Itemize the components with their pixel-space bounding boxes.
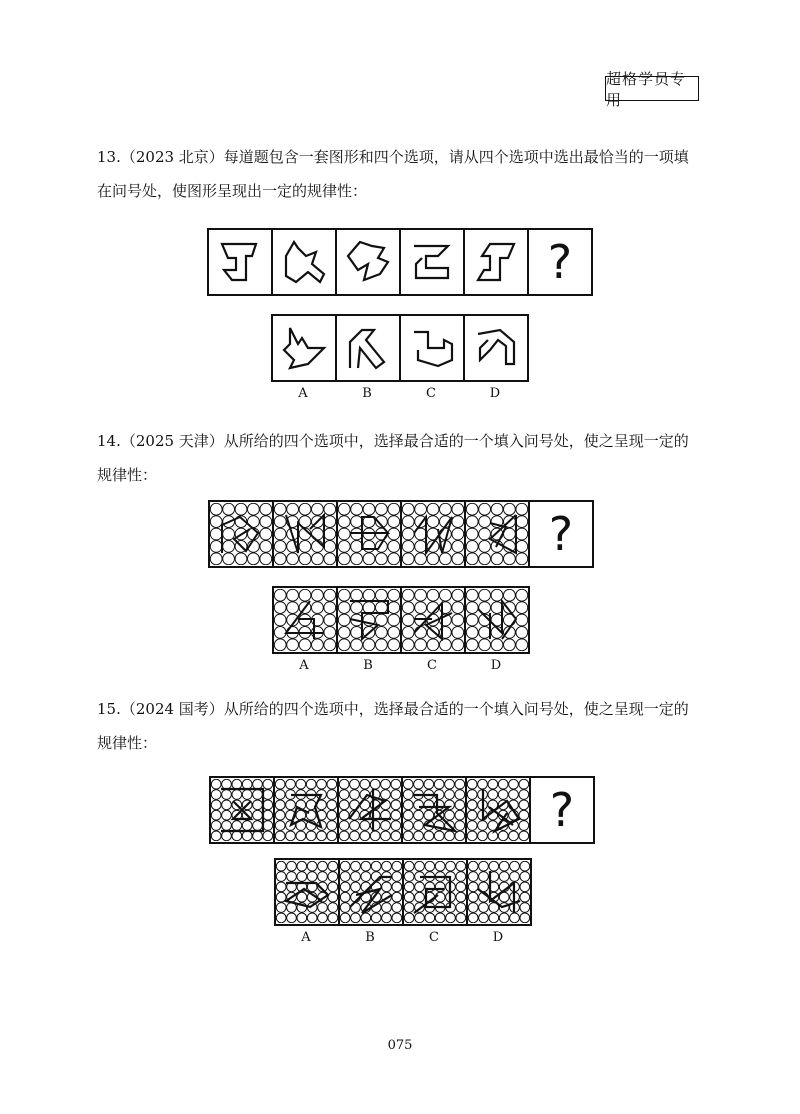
q13-question-mark: ? [527,228,593,296]
circle-grid-figure-icon [276,861,338,923]
circle-grid-figure-icon [338,503,400,565]
line-figure-icon [404,234,460,290]
option-label: B [365,930,375,945]
q13-option-b[interactable] [335,314,401,382]
option-label: D [489,386,501,401]
q13-option-labels [271,386,527,401]
q14-options-row [272,586,530,654]
q13-figure-2 [271,228,337,296]
line-figure-icon [276,234,332,290]
option-label: D [490,658,502,673]
q14-figure-1 [208,500,274,568]
line-figure-icon [340,320,396,376]
question-14-line1: 14.（2025 天津）从所给的四个选项中，选择最合适的一个填入问号处，使之呈现一定的 [97,432,689,450]
q14-figure-4 [400,500,466,568]
q13-figure-1 [207,228,273,296]
line-figure-icon [340,234,396,290]
q14-option-c[interactable] [400,586,466,654]
question-14-text [97,424,717,492]
q15-option-c[interactable] [402,858,468,926]
q15-figure-row [209,776,595,844]
q14-option-b[interactable] [336,586,402,654]
circle-grid-figure-icon [210,503,272,565]
option-label: C [427,658,437,673]
circle-grid-figure-icon [402,589,464,651]
q14-option-a[interactable] [272,586,338,654]
option-label: A [301,930,311,945]
q14-figure-row [208,500,594,568]
q15-figure-1 [209,776,275,844]
page-number: 075 [387,1038,413,1053]
line-figure-icon [468,320,524,376]
circle-grid-figure-icon [402,503,464,565]
circle-grid-figure-icon [404,861,466,923]
q15-option-b[interactable] [338,858,404,926]
option-label: D [492,930,504,945]
circle-grid-figure-icon [466,589,528,651]
circle-grid-figure-icon [274,589,336,651]
q13-option-c[interactable] [399,314,465,382]
option-label: C [429,930,439,945]
q15-figure-2 [273,776,339,844]
q15-option-a[interactable] [274,858,340,926]
circle-grid-figure-icon [468,861,530,923]
circle-grid-figure-icon [467,779,529,841]
line-figure-icon [468,234,524,290]
option-label: B [363,658,373,673]
line-figure-icon [404,320,460,376]
student-only-badge: 超格学员专用 [605,76,699,101]
q13-option-a[interactable] [271,314,337,382]
line-figure-icon [212,234,268,290]
q13-options-row [271,314,529,382]
question-13-line2: 在问号处，使图形呈现出一定的规律性： [97,182,368,200]
q15-option-d[interactable] [466,858,532,926]
question-14-line2: 规律性： [97,466,158,484]
line-figure-icon [276,320,332,376]
q14-figure-2 [272,500,338,568]
q15-figure-4 [401,776,467,844]
circle-grid-figure-icon [340,861,402,923]
q15-option-labels [274,930,530,945]
question-13-text [97,140,717,208]
q14-figure-3 [336,500,402,568]
q13-figure-4 [399,228,465,296]
question-13-line1: 13.（2023 北京）每道题包含一套图形和四个选项，请从四个选项中选出最恰当的一项填 [97,148,689,166]
q14-question-mark: ? [528,500,594,568]
circle-grid-figure-icon [466,503,528,565]
circle-grid-figure-icon [338,589,400,651]
q13-figure-row [207,228,593,296]
circle-grid-figure-icon [274,503,336,565]
option-label: A [299,658,309,673]
q13-option-d[interactable] [463,314,529,382]
q15-question-mark: ? [529,776,595,844]
option-label: A [298,386,308,401]
option-label: B [362,386,372,401]
question-15-line1: 15.（2024 国考）从所给的四个选项中，选择最合适的一个填入问号处，使之呈现一定的 [97,700,689,718]
circle-grid-figure-icon [211,779,273,841]
q15-figure-5 [465,776,531,844]
q13-figure-5 [463,228,529,296]
circle-grid-figure-icon [275,779,337,841]
question-15-line2: 规律性： [97,734,158,752]
circle-grid-figure-icon [339,779,401,841]
q14-figure-5 [464,500,530,568]
option-label: C [426,386,436,401]
q14-option-d[interactable] [464,586,530,654]
q13-figure-3 [335,228,401,296]
q14-option-labels [272,658,528,673]
q15-options-row [274,858,532,926]
question-15-text [97,692,717,760]
circle-grid-figure-icon [403,779,465,841]
q15-figure-3 [337,776,403,844]
